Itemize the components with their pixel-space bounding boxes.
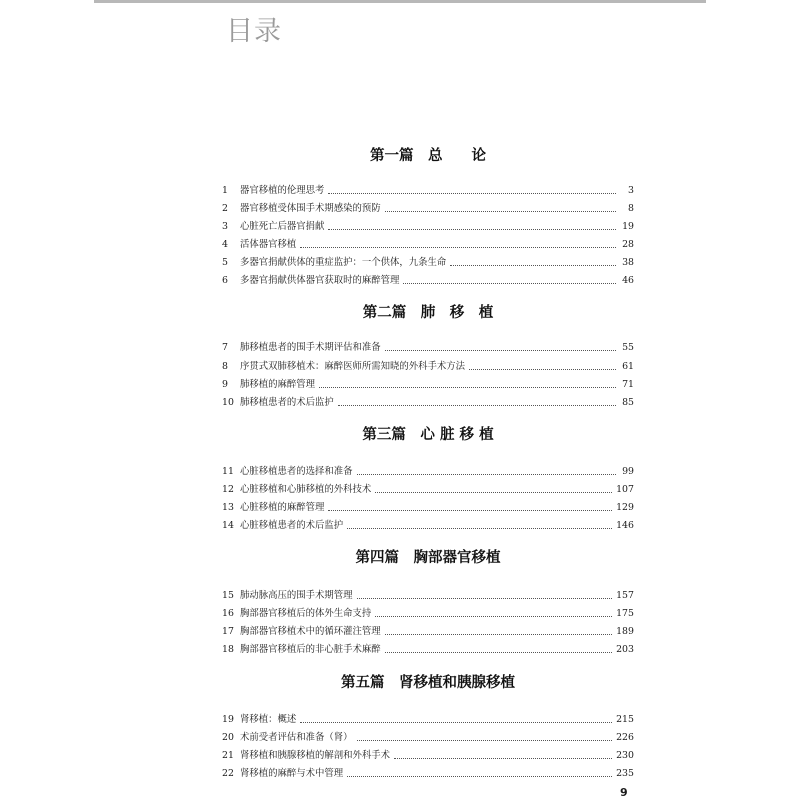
toc-entry[interactable] bbox=[222, 336, 634, 354]
entry-page: 226 bbox=[616, 732, 634, 743]
toc-entry[interactable] bbox=[222, 373, 634, 391]
toc-entry[interactable] bbox=[222, 233, 634, 251]
entry-page: 215 bbox=[616, 714, 634, 725]
part-heading: 第二篇 肺 移 植 bbox=[362, 304, 494, 321]
toc-entry[interactable] bbox=[222, 744, 634, 762]
dot-leader bbox=[347, 528, 612, 529]
dot-leader bbox=[338, 405, 616, 406]
entry-title: 肾移植和胰腺移植的解剖和外科手术 bbox=[240, 750, 391, 761]
dot-leader bbox=[375, 492, 612, 493]
entry-number: 7 bbox=[222, 342, 228, 353]
page-number: 9 bbox=[620, 786, 628, 799]
dot-leader bbox=[394, 758, 612, 759]
entry-page: 46 bbox=[622, 275, 634, 286]
dot-leader bbox=[300, 722, 612, 723]
entry-page: 175 bbox=[616, 608, 634, 619]
part-heading: 第三篇 心 脏 移 植 bbox=[362, 426, 494, 443]
entry-page: 230 bbox=[616, 750, 634, 761]
entry-page: 38 bbox=[622, 257, 634, 268]
entry-title: 胸部器官移植后的非心脏手术麻醉 bbox=[240, 644, 381, 655]
entry-number: 4 bbox=[222, 239, 228, 250]
toc-entry[interactable] bbox=[222, 620, 634, 638]
toc-entry[interactable] bbox=[222, 514, 634, 532]
part-heading: 第一篇 总 论 bbox=[370, 147, 486, 164]
entry-number: 14 bbox=[222, 520, 234, 531]
toc-entry[interactable] bbox=[222, 478, 634, 496]
entry-number: 22 bbox=[222, 768, 234, 779]
entry-title: 活体器官移植 bbox=[240, 239, 297, 250]
entry-page: 189 bbox=[616, 626, 634, 637]
dot-leader bbox=[328, 229, 616, 230]
entry-number: 2 bbox=[222, 203, 228, 214]
entry-title: 肾移植的麻醉与术中管理 bbox=[240, 768, 344, 779]
toc-entry[interactable] bbox=[222, 460, 634, 478]
entry-number: 15 bbox=[222, 590, 234, 601]
dot-leader bbox=[357, 740, 613, 741]
entry-page: 3 bbox=[628, 185, 634, 196]
toc-entry[interactable] bbox=[222, 355, 634, 373]
part-heading: 第四篇 胸部器官移植 bbox=[355, 549, 501, 566]
toc-entry[interactable] bbox=[222, 638, 634, 656]
entry-number: 9 bbox=[222, 379, 228, 390]
top-rule bbox=[94, 0, 706, 3]
toc-entry[interactable] bbox=[222, 269, 634, 287]
entry-page: 85 bbox=[622, 397, 634, 408]
dot-leader bbox=[469, 369, 616, 370]
entry-title: 心脏移植和心肺移植的外科技术 bbox=[240, 484, 372, 495]
entry-title: 肺动脉高压的围手术期管理 bbox=[240, 590, 353, 601]
entry-page: 203 bbox=[616, 644, 634, 655]
entry-title: 心脏死亡后器官捐献 bbox=[240, 221, 325, 232]
dot-leader bbox=[328, 510, 612, 511]
entry-page: 61 bbox=[622, 361, 634, 372]
entry-page: 8 bbox=[628, 203, 634, 214]
dot-leader bbox=[347, 776, 612, 777]
dot-leader bbox=[450, 265, 616, 266]
entry-title: 心脏移植患者的术后监护 bbox=[240, 520, 344, 531]
entry-title: 肾移植：概述 bbox=[240, 714, 297, 725]
entry-number: 1 bbox=[222, 185, 228, 196]
dot-leader bbox=[300, 247, 616, 248]
entry-number: 8 bbox=[222, 361, 228, 372]
entry-page: 157 bbox=[616, 590, 634, 601]
entry-title: 多器官捐献供体器官获取时的麻醉管理 bbox=[240, 275, 400, 286]
entry-number: 6 bbox=[222, 275, 228, 286]
entry-number: 18 bbox=[222, 644, 234, 655]
entry-number: 5 bbox=[222, 257, 228, 268]
dot-leader bbox=[385, 350, 616, 351]
dot-leader bbox=[385, 211, 616, 212]
entry-page: 107 bbox=[616, 484, 634, 495]
entry-title: 多器官捐献供体的重症监护：一个供体，九条生命 bbox=[240, 257, 447, 268]
entry-title: 胸部器官移植术中的循环灌注管理 bbox=[240, 626, 381, 637]
entry-page: 235 bbox=[616, 768, 634, 779]
page-title: 目录 bbox=[226, 16, 282, 47]
entry-title: 肺移植患者的术后监护 bbox=[240, 397, 334, 408]
toc-entry[interactable] bbox=[222, 215, 634, 233]
toc-entry[interactable] bbox=[222, 496, 634, 514]
entry-number: 11 bbox=[222, 466, 234, 477]
dot-leader bbox=[375, 616, 612, 617]
toc-entry[interactable] bbox=[222, 602, 634, 620]
entry-number: 12 bbox=[222, 484, 234, 495]
toc-entry[interactable] bbox=[222, 726, 634, 744]
entry-number: 13 bbox=[222, 502, 234, 513]
entry-title: 术前受者评估和准备（肾） bbox=[240, 732, 353, 743]
toc-entry[interactable] bbox=[222, 391, 634, 409]
dot-leader bbox=[385, 634, 612, 635]
entry-page: 99 bbox=[622, 466, 634, 477]
entry-page: 19 bbox=[622, 221, 634, 232]
entry-title: 器官移植受体围手术期感染的预防 bbox=[240, 203, 381, 214]
entry-title: 序贯式双肺移植术：麻醉医师所需知晓的外科手术方法 bbox=[240, 361, 466, 372]
toc-entry[interactable] bbox=[222, 708, 634, 726]
toc-entry[interactable] bbox=[222, 179, 634, 197]
entry-number: 19 bbox=[222, 714, 234, 725]
toc-entry[interactable] bbox=[222, 762, 634, 780]
entry-title: 胸部器官移植后的体外生命支持 bbox=[240, 608, 372, 619]
dot-leader bbox=[319, 387, 616, 388]
toc-entry[interactable] bbox=[222, 197, 634, 215]
dot-leader bbox=[403, 283, 616, 284]
dot-leader bbox=[328, 193, 616, 194]
toc-entry[interactable] bbox=[222, 584, 634, 602]
dot-leader bbox=[357, 598, 613, 599]
entry-title: 肺移植的麻醉管理 bbox=[240, 379, 316, 390]
toc-entry[interactable] bbox=[222, 251, 634, 269]
entry-page: 146 bbox=[616, 520, 634, 531]
entry-page: 28 bbox=[622, 239, 634, 250]
dot-leader bbox=[385, 652, 612, 653]
dot-leader bbox=[357, 474, 616, 475]
entry-page: 129 bbox=[616, 502, 634, 513]
entry-title: 器官移植的伦理思考 bbox=[240, 185, 325, 196]
entry-number: 20 bbox=[222, 732, 234, 743]
entry-number: 21 bbox=[222, 750, 234, 761]
entry-number: 17 bbox=[222, 626, 234, 637]
entry-page: 71 bbox=[622, 379, 634, 390]
entry-number: 16 bbox=[222, 608, 234, 619]
entry-title: 肺移植患者的围手术期评估和准备 bbox=[240, 342, 381, 353]
entry-page: 55 bbox=[622, 342, 634, 353]
part-heading: 第五篇 肾移植和胰腺移植 bbox=[341, 674, 515, 691]
entry-title: 心脏移植的麻醉管理 bbox=[240, 502, 325, 513]
entry-title: 心脏移植患者的选择和准备 bbox=[240, 466, 353, 477]
entry-number: 3 bbox=[222, 221, 228, 232]
entry-number: 10 bbox=[222, 397, 234, 408]
